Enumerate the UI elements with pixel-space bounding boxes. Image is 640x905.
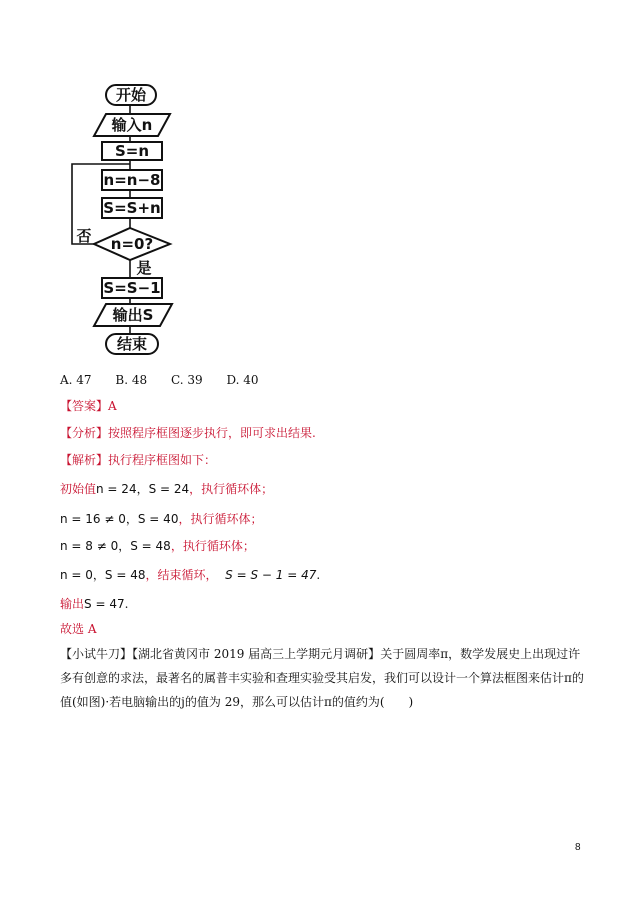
practice-tag: 【小试牛刀】 [60,647,133,661]
flowchart-assign-s-label: S=n [114,142,150,160]
solution-text: 执行程序框图如下： [108,453,217,467]
flowchart-no-label: 否 [76,227,92,245]
step-4-end: . [316,568,321,582]
flowchart-input-label: 输入n [111,116,153,134]
step-1 [60,480,273,498]
practice-source: 【湖北省黄冈市 2019 届高三上学期元月调研】 [132,647,381,661]
step-4-math: n = 0，S = 48 [60,568,146,582]
step-2-suffix: ，执行循环体； [178,512,263,526]
flowchart-start-label: 开始 [115,86,147,104]
analysis-tag: 【分析】 [60,426,109,440]
step-3-math: n = 8 ≠ 0，S = 48 [60,539,171,553]
step-1-prefix: 初始值 [60,482,97,496]
option-b: B. 48 [115,373,148,387]
flowchart-yes-label: 是 [136,259,152,277]
step-2-math: n = 16 ≠ 0，S = 40 [60,512,179,526]
flowchart-step-n-label: n=n−8 [103,171,161,189]
answer-value: A [108,399,117,413]
step-1-suffix: ，执行循环体； [189,482,274,496]
option-c: C. 39 [170,373,203,387]
step-3 [60,537,255,555]
practice-problem [60,642,590,714]
solution-tag: 【解析】 [60,453,109,467]
output-line [60,595,128,613]
step-4 [60,566,320,584]
page-number: 8 [575,842,581,853]
answer-line [60,397,117,415]
solution-line [60,451,216,469]
step-4-suffix: ，结束循环， [145,568,218,582]
output-end: . [124,597,129,611]
flowchart-decision-label: n=0? [110,235,154,253]
answer-tag: 【答案】 [60,399,109,413]
analysis-text: 按照程序框图逐步执行，即可求出结果. [108,426,316,440]
flowchart [70,80,190,360]
option-a: A. 47 [60,373,92,387]
answer-options [60,371,279,389]
conclusion: 故选 A [60,622,97,636]
flowchart-output-label: 输出S [112,306,154,324]
flowchart-end-label: 结束 [116,335,148,353]
step-4-math2: S = S − 1 = 47 [225,568,317,582]
step-2 [60,510,262,528]
step-3-suffix: ，执行循环体； [170,539,255,553]
step-1-math: n = 24，S = 24 [96,482,190,496]
option-d: D. 40 [226,373,259,387]
output-math: S = 47 [84,597,125,611]
flowchart-step-s-label: S=S+n [103,199,161,217]
output-prefix: 输出 [60,597,85,611]
flowchart-final-s-label: S=S−1 [103,279,161,297]
practice-text: 关于圆周率π，数学发展史上出现过许多有创意的求法，最著名的属普丰实验和查理实验受其启发，我们可以设计一个算法框图来估计π的值(如图)·若电脑输出的j的值为 29，那么可以估计π的值约为( ) [60,647,584,709]
analysis-line [60,424,316,442]
